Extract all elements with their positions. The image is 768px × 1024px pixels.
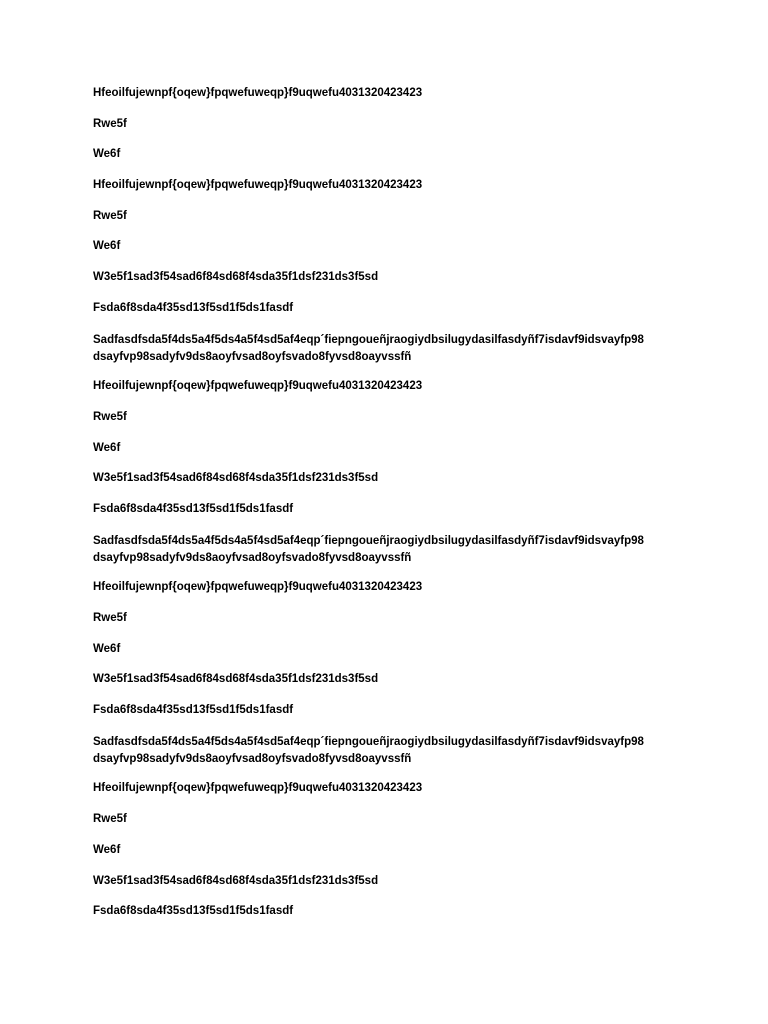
paragraph: We6f (93, 240, 121, 253)
paragraph: We6f (93, 441, 121, 454)
paragraph: Hfeoilfujewnpf{oqew}fpqwefuweqp}f9uqwefu4031320423423 (93, 179, 423, 192)
paragraph: Sadfasdfsda5f4ds5a4f5ds4a5f4sd5af4eqp´fiepngoueñjraogiydbsilugydasilfasdyñf7isdavf9idsvayfp98 dsayfvp98sadyfv9ds8aoyfvsad8oyfsvado8fyvsd8oayvssfñ (93, 333, 644, 363)
paragraph: Fsda6f8sda4f35sd13f5sd1f5ds1fasdf (93, 704, 294, 717)
paragraph: We6f (93, 642, 121, 655)
paragraph: Rwe5f (93, 117, 127, 130)
document-body (93, 86, 693, 935)
paragraph: Rwe5f (93, 209, 127, 222)
paragraph: Hfeoilfujewnpf{oqew}fpqwefuweqp}f9uqwefu4031320423423 (93, 380, 423, 393)
paragraph: Rwe5f (93, 813, 127, 826)
paragraph: We6f (93, 148, 121, 161)
paragraph: Rwe5f (93, 410, 127, 423)
paragraph: Sadfasdfsda5f4ds5a4f5ds4a5f4sd5af4eqp´fiepngoueñjraogiydbsilugydasilfasdyñf7isdavf9idsvayfp98 dsayfvp98sadyfv9ds8aoyfvsad8oyfsvado8fyvsd8oayvssfñ (93, 735, 644, 765)
paragraph: Rwe5f (93, 612, 127, 624)
paragraph: W3e5f1sad3f54sad6f84sd68f4sda35f1dsf231ds3f5sd (93, 673, 379, 686)
paragraph: We6f (93, 843, 121, 856)
paragraph: Sadfasdfsda5f4ds5a4f5ds4a5f4sd5af4eqp´fiepngoueñjraogiydbsilugydasilfasdyñf7isdavf9idsvayfp98 dsayfvp98sadyfv9ds8aoyfvsad8oyfsvado8fyvsd8oayvssfñ (93, 534, 644, 564)
paragraph: W3e5f1sad3f54sad6f84sd68f4sda35f1dsf231ds3f5sd (93, 874, 379, 887)
paragraph: W3e5f1sad3f54sad6f84sd68f4sda35f1dsf231ds3f5sd (93, 271, 379, 284)
paragraph: Fsda6f8sda4f35sd13f5sd1f5ds1fasdf (93, 905, 294, 918)
paragraph: Hfeoilfujewnpf{oqew}fpqwefuweqp}f9uqwefu4031320423423 (93, 581, 423, 594)
paragraph: Hfeoilfujewnpf{oqew}fpqwefuweqp}f9uqwefu4031320423423 (93, 782, 423, 795)
paragraph: Fsda6f8sda4f35sd13f5sd1f5ds1fasdf (93, 502, 294, 515)
paragraph: Fsda6f8sda4f35sd13f5sd1f5ds1fasdf (93, 301, 294, 314)
paragraph: Hfeoilfujewnpf{oqew}fpqwefuweqp}f9uqwefu4031320423423 (93, 87, 423, 99)
paragraph: W3e5f1sad3f54sad6f84sd68f4sda35f1dsf231ds3f5sd (93, 472, 379, 485)
